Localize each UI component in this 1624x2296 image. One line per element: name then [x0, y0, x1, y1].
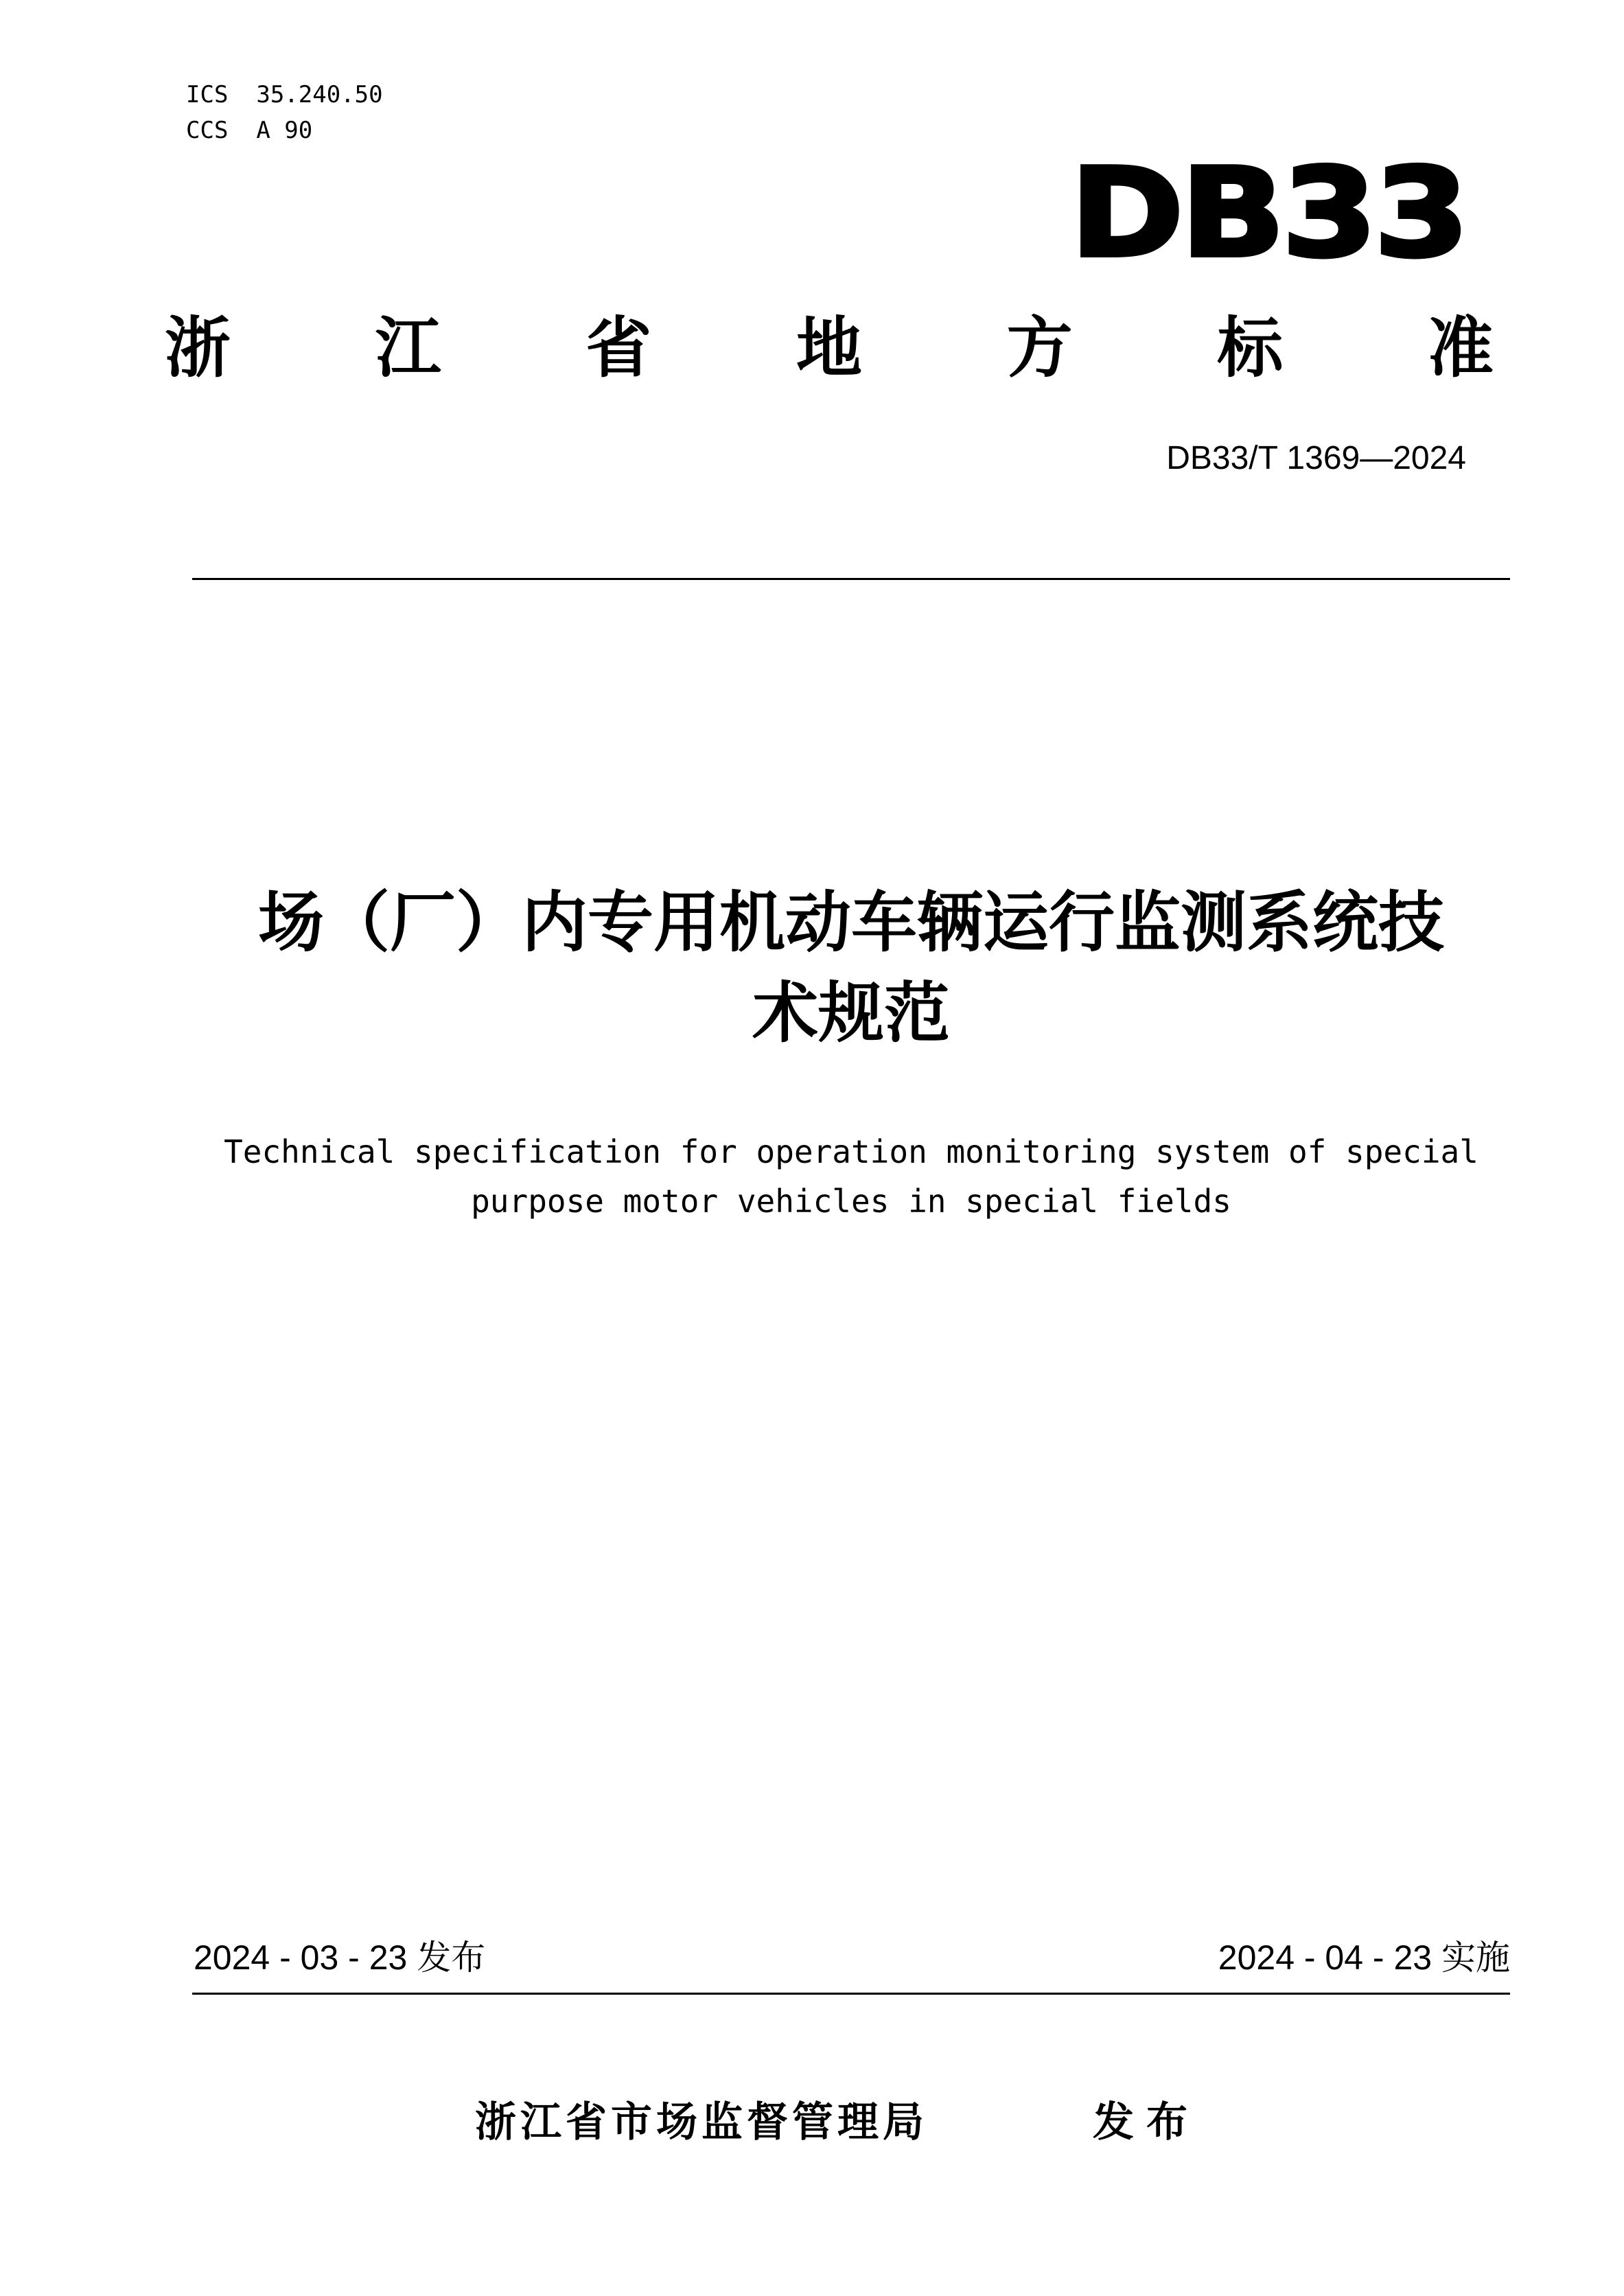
chinese-title-line: 术规范 [752, 975, 950, 1052]
standard-type-char: 地 [796, 310, 862, 386]
standard-type-heading [165, 310, 1494, 386]
top-divider [192, 578, 1510, 580]
bottom-divider [192, 1993, 1510, 1995]
effective-date: 2024 - 04 - 23 实施 [1218, 1938, 1510, 1977]
standard-type-char: 浙 [165, 310, 231, 386]
chinese-title [192, 877, 1510, 1058]
english-title [192, 1127, 1510, 1226]
english-title-line: Technical specification for operation monitoring system of special [224, 1133, 1478, 1170]
standard-type-char: 方 [1006, 310, 1073, 386]
ccs-code: CCS A 90 [186, 117, 313, 144]
standard-type-char: 准 [1427, 310, 1494, 386]
standard-type-char: 标 [1217, 310, 1284, 386]
publisher-name: 浙江省市场监督管理局 [475, 2098, 928, 2146]
standard-type-char: 省 [585, 310, 652, 386]
publisher-action: 发布 [1093, 2098, 1200, 2146]
english-title-line: purpose motor vehicles in special fields [471, 1183, 1231, 1220]
standard-type-char: 江 [375, 310, 441, 386]
publish-date: 2024 - 03 - 23 发布 [194, 1938, 486, 1977]
chinese-title-line: 场（厂）内专用机动车辆运行监测系统技 [258, 884, 1444, 961]
ics-code: ICS 35.240.50 [186, 81, 383, 108]
standard-number: DB33/T 1369—2024 [1166, 440, 1466, 476]
db33-logo: DB33 [1070, 142, 1466, 284]
